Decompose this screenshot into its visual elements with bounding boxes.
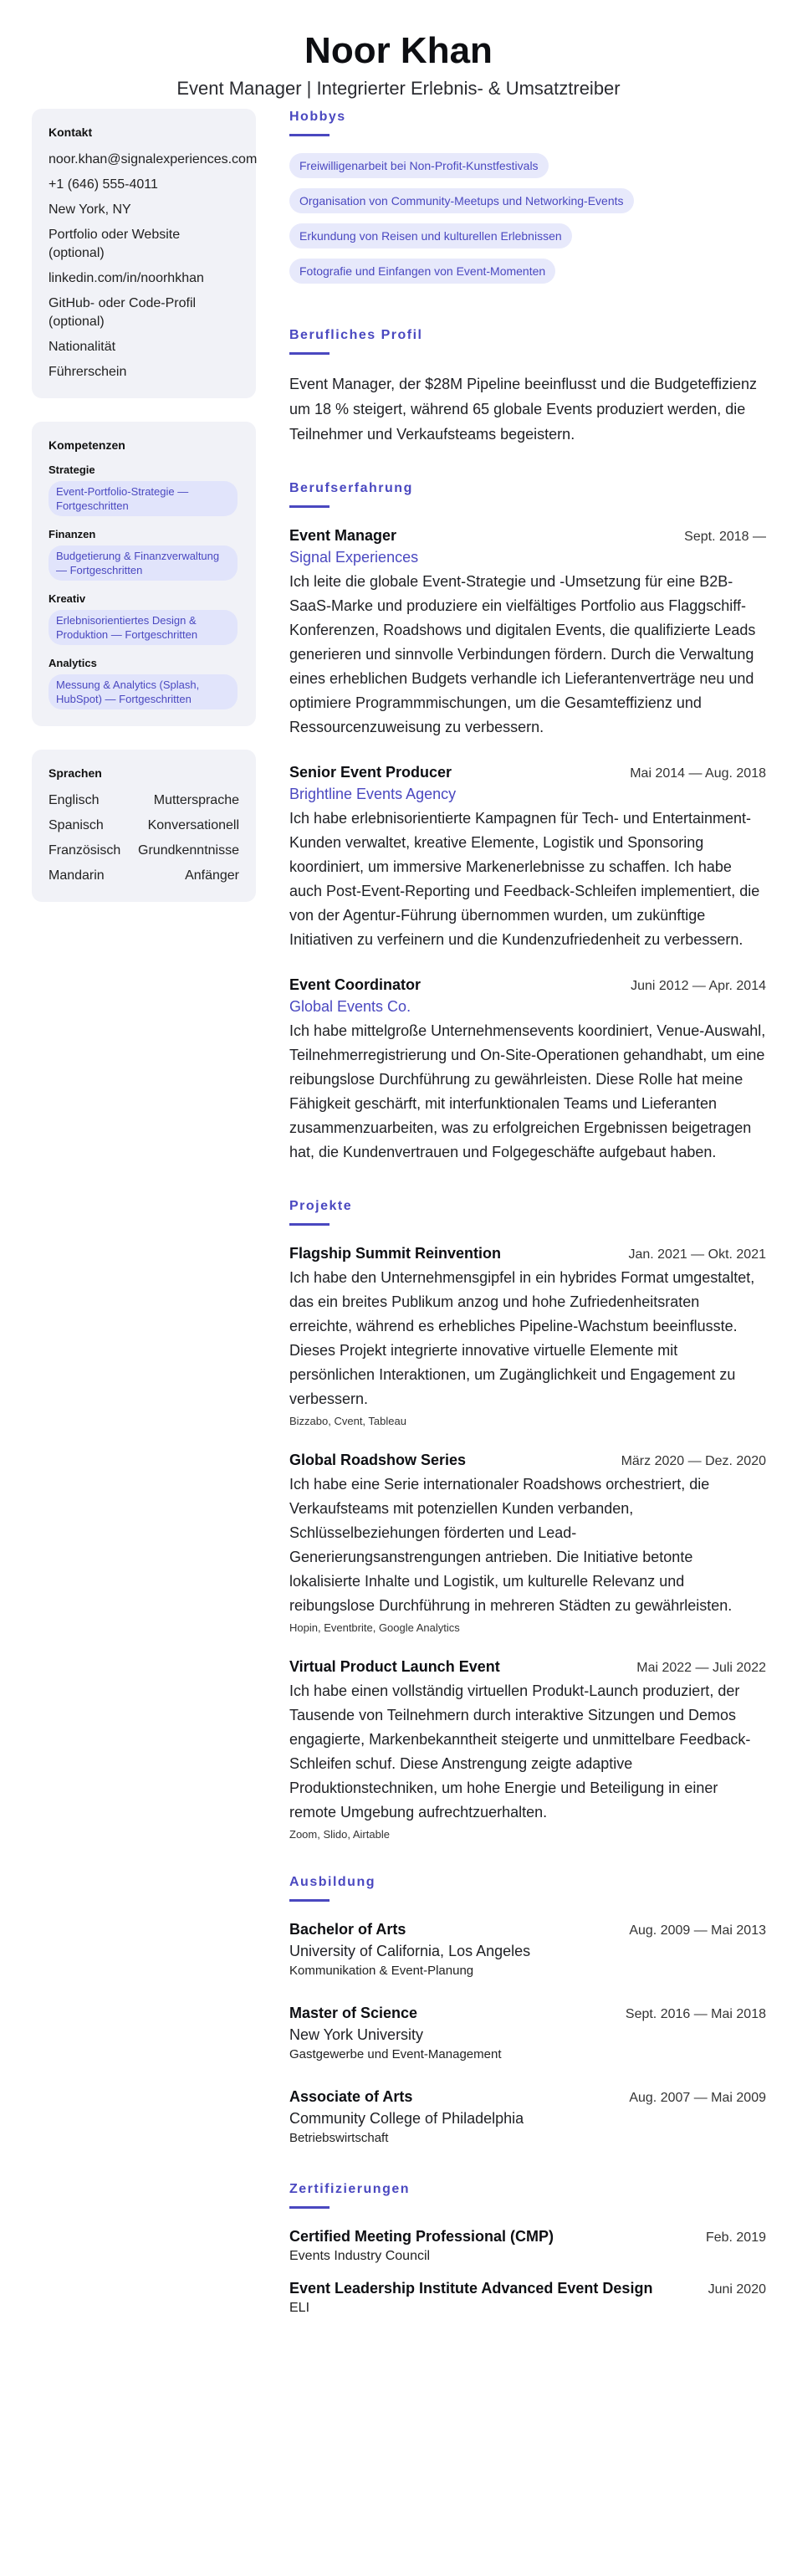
education-dates: Aug. 2009 — Mai 2013	[629, 1923, 766, 1938]
languages-card	[32, 750, 256, 902]
certifications-section	[289, 2181, 766, 2317]
project-description: Ich habe eine Serie internationaler Roadshows orchestriert, die Verkaufsteams mit potenziellen Kunden verbanden, Schlüsselbeziehungen förderten und Lead-Generierungsanstrengungen antrieben. Die Initiative betonte lokalisierte Inhalte und Logistik, um kulturelle Relevanz und reibungslose Durchführung in mehreren Städten zu gewährleisten.	[289, 1476, 733, 1614]
school-name: New York University	[289, 2026, 424, 2043]
projects-section	[289, 1198, 766, 1841]
company-name: Signal Experiences	[289, 549, 419, 566]
language-row	[49, 817, 239, 835]
language-level: Anfänger	[185, 868, 239, 883]
project-dates: Mai 2022 — Juli 2022	[636, 1661, 766, 1675]
project-entry	[289, 1242, 766, 1427]
company-name: Global Events Co.	[289, 998, 411, 1015]
hobby-pill: Freiwilligenarbeit bei Non-Profit-Kunstfestivals	[289, 153, 549, 178]
skill-group	[49, 592, 239, 645]
language-name: Englisch	[49, 793, 100, 807]
experience-section	[289, 480, 766, 1165]
certification-name: Certified Meeting Professional (CMP)	[289, 2228, 554, 2245]
project-dates: Jan. 2021 — Okt. 2021	[628, 1247, 766, 1262]
language-level: Muttersprache	[153, 793, 239, 807]
hobby-pill: Erkundung von Reisen und kulturellen Erlebnissen	[289, 223, 572, 248]
company-name: Brightline Events Agency	[289, 786, 457, 802]
field-of-study: Gastgewerbe und Event-Management	[289, 2047, 502, 2061]
job-description: Ich leite die globale Event-Strategie und -Umsetzung für eine B2B-SaaS-Marke und produziere ein vielfältiges Portfolio aus Flaggschiff-Konferenzen, Roadshows und digitalen Events, die qualifizierte Leads generieren und sinnvolle Verbindungen fördern. Durch die Verwaltung eines erheblichen Budgets verhandle ich Lieferantenverträge neu und optimiere Programmmischungen, um die Gesamteffizienz und Ressourcenzuweisung zu verbessern.	[289, 573, 756, 735]
degree-name: Master of Science	[289, 2005, 418, 2021]
language-name: Französisch	[49, 843, 121, 858]
profile-section	[289, 327, 766, 447]
certification-date: Feb. 2019	[705, 2230, 766, 2245]
certification-date: Juni 2020	[708, 2282, 766, 2297]
skill-pill: Event-Portfolio-Strategie — Fortgeschritten	[49, 481, 238, 516]
skill-category: Finanzen	[49, 528, 96, 540]
experience-entry	[289, 761, 766, 952]
language-level: Konversationell	[147, 818, 239, 832]
skill-pill: Messung & Analytics (Splash, HubSpot) — Fortgeschritten	[49, 674, 238, 709]
project-dates: März 2020 — Dez. 2020	[621, 1454, 766, 1468]
hobby-list	[289, 153, 766, 294]
school-name: University of California, Los Angeles	[289, 1943, 531, 1959]
contact-linkedin[interactable]: linkedin.com/in/noorhkhan	[49, 271, 204, 285]
contact-portfolio[interactable]: Portfolio oder Website (optional)	[49, 228, 181, 260]
experience-entry	[289, 525, 766, 740]
project-entry	[289, 1656, 766, 1841]
experience-entry	[289, 974, 766, 1165]
contact-license: Führerschein	[49, 365, 127, 379]
content-columns	[0, 109, 797, 2351]
project-entry	[289, 1449, 766, 1634]
job-description: Ich habe mittelgroße Unternehmensevents koordiniert, Venue-Auswahl, Teilnehmerregistrierung und On-Site-Operationen gehandhabt, um eine reibungslose Durchführung zu gewährleisten. Diese Rolle hat meine Fähigkeit geschärft, mit interfunktionalen Teams und Lieferanten zusammenzuarbeiten, was zu erfolgreichen Ergebnissen beigetragen hat, die Kundenvertrauen und Folgegeschäfte aufgebaut haben.	[289, 1022, 766, 1160]
education-entry	[289, 2002, 766, 2064]
contact-nationality: Nationalität	[49, 340, 116, 354]
contact-card	[32, 109, 256, 398]
project-description: Ich habe einen vollständig virtuellen Produkt-Launch produziert, der Tausende von Teilnehmern durch interaktive Sitzungen und Demos engagierte, Markenbekanntheit steigerte und unmittelbare Feedback-Schleifen schuf. Diese Anstrengung zeigte adaptive Produktionstechniken, um hohe Energie und Beteiligung in einer remote Umgebung aufrechtzuerhalten.	[289, 1682, 751, 1821]
contact-location: New York, NY	[49, 202, 131, 217]
job-title: Senior Event Producer	[289, 764, 452, 781]
school-name: Community College of Philadelphia	[289, 2110, 524, 2127]
language-level: Grundkenntnisse	[138, 843, 239, 858]
skill-group	[49, 463, 239, 516]
resume-header	[0, 0, 797, 109]
skills-title: Kompetenzen	[49, 438, 125, 452]
person-name: Noor Khan	[304, 30, 493, 71]
certification-issuer: Events Industry Council	[289, 2249, 431, 2263]
job-description: Ich habe erlebnisorientierte Kampagnen für Tech- und Entertainment-Kunden verwaltet, kreative Elemente, Logistik und Sponsoring koordiniert, um immersive Markenerlebnisse zu schaffen. Ich habe auch Post-Event-Reporting und Feedback-Schleifen implementiert, die von der Agentur-Führung übernommen wurden, um zukünftige Initiativen zu verfeinern und die Kundenzufriedenheit zu verbessern.	[289, 810, 760, 948]
project-name: Virtual Product Launch Event	[289, 1658, 500, 1675]
languages-title: Sprachen	[49, 766, 102, 780]
education-entry	[289, 1918, 766, 1980]
degree-name: Associate of Arts	[289, 2088, 413, 2105]
skill-group	[49, 657, 239, 709]
field-of-study: Betriebswirtschaft	[289, 2131, 389, 2145]
contact-title: Kontakt	[49, 125, 93, 139]
skill-pill: Budgetierung & Finanzverwaltung — Fortgeschritten	[49, 545, 238, 581]
main-content	[289, 109, 766, 2351]
skill-pill: Erlebnisorientiertes Design & Produktion — Fortgeschritten	[49, 610, 238, 645]
project-tools: Zoom, Slido, Airtable	[289, 1828, 390, 1841]
job-title: Event Coordinator	[289, 976, 421, 993]
skill-group	[49, 528, 239, 581]
section-divider	[289, 134, 330, 136]
section-title: Ausbildung	[289, 1875, 376, 1889]
section-title: Berufserfahrung	[289, 481, 413, 495]
section-title: Zertifizierungen	[289, 2182, 411, 2196]
hobby-pill: Fotografie und Einfangen von Event-Momenten	[289, 259, 555, 284]
sidebar	[32, 109, 256, 2351]
education-dates: Aug. 2007 — Mai 2009	[629, 2091, 766, 2105]
language-row	[49, 842, 239, 860]
section-divider	[289, 2206, 330, 2209]
skill-category: Analytics	[49, 657, 97, 669]
project-name: Global Roadshow Series	[289, 1452, 467, 1468]
project-name: Flagship Summit Reinvention	[289, 1245, 502, 1262]
language-name: Mandarin	[49, 868, 105, 883]
section-title: Projekte	[289, 1199, 353, 1213]
job-dates: Juni 2012 — Apr. 2014	[631, 979, 766, 993]
contact-phone[interactable]: +1 (646) 555-4011	[49, 177, 158, 192]
job-dates: Mai 2014 — Aug. 2018	[630, 766, 766, 781]
section-divider	[289, 1223, 330, 1226]
hobby-pill: Organisation von Community-Meetups und Networking-Events	[289, 188, 634, 213]
hobbies-section	[289, 109, 766, 294]
education-section	[289, 1874, 766, 2148]
project-tools: Hopin, Eventbrite, Google Analytics	[289, 1621, 460, 1634]
person-headline: Event Manager | Integrierter Erlebnis- & Umsatztreiber	[176, 78, 621, 99]
section-title: Hobbys	[289, 110, 346, 124]
certification-entry	[289, 2225, 766, 2266]
language-name: Spanisch	[49, 818, 104, 832]
section-divider	[289, 505, 330, 508]
section-divider	[289, 352, 330, 355]
language-row	[49, 867, 239, 885]
certification-name: Event Leadership Institute Advanced Event Design	[289, 2280, 653, 2297]
contact-github[interactable]: GitHub- oder Code-Profil (optional)	[49, 296, 197, 329]
field-of-study: Kommunikation & Event-Planung	[289, 1964, 474, 1978]
skills-card	[32, 422, 256, 726]
education-dates: Sept. 2016 — Mai 2018	[625, 2007, 766, 2021]
skill-category: Strategie	[49, 463, 95, 476]
contact-email[interactable]: noor.khan@signalexperiences.com	[49, 152, 258, 166]
job-title: Event Manager	[289, 527, 397, 544]
project-tools: Bizzabo, Cvent, Tableau	[289, 1415, 406, 1427]
language-row	[49, 791, 239, 810]
certification-entry	[289, 2277, 766, 2317]
section-title: Berufliches Profil	[289, 328, 423, 342]
profile-summary: Event Manager, der $28M Pipeline beeinflusst und die Budgeteffizienz um 18 % steigert, während 65 globale Events produziert werden, die Teilnehmer und Verkaufsteams begeistern.	[289, 376, 758, 443]
project-description: Ich habe den Unternehmensgipfel in ein hybrides Format umgestaltet, das ein breites Publikum anzog und hohe Zufriedenheitsraten erreichte, während es erhebliches Pipeline-Wachstum beeinflusste. Dieses Projekt integrierte innovative virtuelle Elemente mit persönlichen Interaktionen, um Zugänglichkeit und Engagement zu verbessern.	[289, 1269, 755, 1407]
job-dates: Sept. 2018 —	[684, 530, 766, 544]
skill-category: Kreativ	[49, 592, 86, 605]
degree-name: Bachelor of Arts	[289, 1921, 406, 1938]
section-divider	[289, 1899, 330, 1902]
education-entry	[289, 2086, 766, 2148]
certification-issuer: ELI	[289, 2301, 310, 2315]
